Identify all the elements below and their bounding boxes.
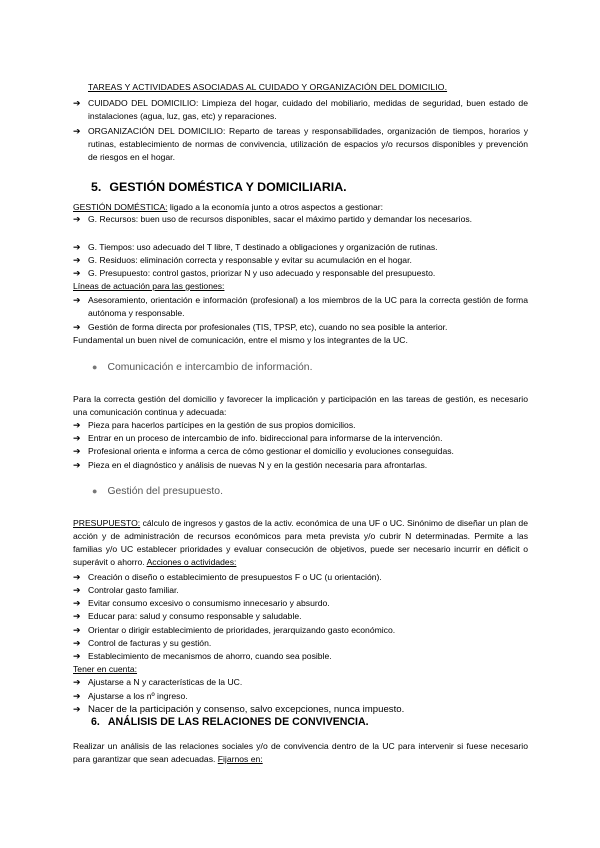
paragraph-presupuesto: PRESUPUESTO: cálculo de ingresos y gastos de la activ. económica de una UF o UC. Sinónimo de diseñar un plan de acción y de administración de recursos económicos para meta prevista y/o cubrir N determinadas. Permite a las familias y/o UC establecer prioridades y evaluar consecución de objetivos, puede ser necesario incurrir en déficit o superávit o ahorro. Acciones o actividades: (73, 518, 528, 567)
list-item: ➔ Asesoramiento, orientación e información (profesional) a los miembros de la UC para la correcta gestión de forma autónoma y responsable. (73, 295, 528, 318)
section-heading-6: 6. ANÁLISIS DE LAS RELACIONES DE CONVIVENCIA. (91, 716, 369, 728)
bullet-icon: ● (92, 362, 98, 372)
arrow-icon: ➔ (73, 572, 81, 582)
bullet-icon: ● (92, 486, 98, 496)
list-item: ➔ Profesional orienta e informa a cerca de cómo gestionar el domicilio y evoluciones conseguidas. (73, 446, 454, 456)
section-subtitle-tareas: TAREAS Y ACTIVIDADES ASOCIADAS AL CUIDADO Y ORGANIZACIÓN DEL DOMICILIO. (88, 82, 448, 92)
arrow-icon: ➔ (73, 98, 81, 108)
arrow-icon: ➔ (73, 704, 81, 714)
list-item: ➔ G. Residuos: eliminación correcta y responsable y evitar su acumulación en el hogar. (73, 255, 412, 265)
list-item: ➔ ORGANIZACIÓN DEL DOMICILIO: Reparto de tareas y responsabilidades, organización de tiempos, horarios y rutinas, establecimiento de normas de convivencia, utilización de espacios y/o recursos disponibles y prevención de riesgos en el hogar. (73, 126, 528, 162)
list-item: ➔ Controlar gasto familiar. (73, 585, 179, 595)
arrow-icon: ➔ (73, 651, 81, 661)
arrow-icon: ➔ (73, 677, 81, 687)
arrow-icon: ➔ (73, 214, 81, 224)
arrow-icon: ➔ (73, 446, 81, 456)
arrow-icon: ➔ (73, 242, 81, 252)
arrow-icon: ➔ (73, 598, 81, 608)
list-item: ➔ G. Presupuesto: control gastos, priorizar N y uso adecuado y responsable del presupuesto. (73, 268, 436, 278)
list-item: ➔ Ajustarse a N y características de la UC. (73, 677, 243, 687)
list-item: ➔ Pieza en el diagnóstico y análisis de nuevas N y en la gestión necesaria para afrontarlas. (73, 460, 428, 470)
arrow-icon: ➔ (73, 295, 81, 305)
list-item: ➔ CUIDADO DEL DOMICILIO: Limpieza del hogar, cuidado del mobiliario, medidas de seguridad, buen estado de instalaciones (agua, luz, gas, etc) y reparaciones. (73, 98, 528, 121)
arrow-icon: ➔ (73, 255, 81, 265)
list-item: ➔ Ajustarse a los nº ingreso. (73, 691, 188, 701)
arrow-icon: ➔ (73, 625, 81, 635)
arrow-icon: ➔ (73, 611, 81, 621)
list-item: ➔ Creación o diseño o establecimiento de presupuestos F o UC (u orientación). (73, 572, 382, 582)
list-item: ➔ G. Tiempos: uso adecuado del T libre, T destinado a obligaciones y organización de rutinas. (73, 242, 438, 252)
arrow-icon: ➔ (73, 638, 81, 648)
arrow-icon: ➔ (73, 322, 81, 332)
bullet-heading-comunicacion: ● Comunicación e intercambio de información. (92, 362, 313, 373)
list-item: ➔ G. Recursos: buen uso de recursos disponibles, sacar el máximo partido y demandar los necesarios. (73, 214, 473, 224)
lines-label: Líneas de actuación para las gestiones: (73, 281, 225, 291)
arrow-icon: ➔ (73, 460, 81, 470)
arrow-icon: ➔ (73, 126, 81, 136)
list-item: ➔ Orientar o dirigir establecimiento de prioridades, jerarquizando gasto económico. (73, 625, 396, 635)
bullet-heading-presupuesto: ● Gestión del presupuesto. (92, 486, 223, 497)
arrow-icon: ➔ (73, 268, 81, 278)
list-item: ➔ Gestión de forma directa por profesionales (TIS, TPSP, etc), cuando no sea posible la anterior. (73, 322, 448, 332)
fundamental-note: Fundamental un buen nivel de comunicación, entre el mismo y los integrantes de la UC. (73, 335, 408, 345)
list-item: ➔ Educar para: salud y consumo responsable y saludable. (73, 611, 302, 621)
tener-label: Tener en cuenta: (73, 664, 138, 674)
section-heading-5: 5. GESTIÓN DOMÉSTICA Y DOMICILIARIA. (91, 180, 347, 194)
arrow-icon: ➔ (73, 691, 81, 701)
list-item: ➔ Nacer de la participación y consenso, salvo excepciones, nunca impuesto. (73, 704, 405, 715)
list-item: ➔ Pieza para hacerlos partícipes en la gestión de sus propios domicilios. (73, 420, 356, 430)
arrow-icon: ➔ (73, 433, 81, 443)
arrow-icon: ➔ (73, 420, 81, 430)
paragraph-convivencia: Realizar un análisis de las relaciones sociales y/o de convivencia dentro de la UC para intervenir si fuese necesario para garantizar que sean adecuadas. Fijarnos en: (73, 741, 528, 764)
list-item: ➔ Entrar en un proceso de intercambio de info. bidireccional para informarse de la intervención. (73, 433, 443, 443)
paragraph-comunicacion: Para la correcta gestión del domicilio y favorecer la implicación y participación en las tareas de gestión, es necesario una comunicación continua y adecuada: (73, 394, 528, 417)
list-item: ➔ Establecimiento de mecanismos de ahorro, cuando sea posible. (73, 651, 332, 661)
arrow-icon: ➔ (73, 585, 81, 595)
list-item: ➔ Control de facturas y su gestión. (73, 638, 212, 648)
definition-gestion-domestica: GESTIÓN DOMÉSTICA: ligado a la economía junto a otros aspectos a gestionar: (73, 202, 384, 212)
list-item: ➔ Evitar consumo excesivo o consumismo innecesario y absurdo. (73, 598, 330, 608)
